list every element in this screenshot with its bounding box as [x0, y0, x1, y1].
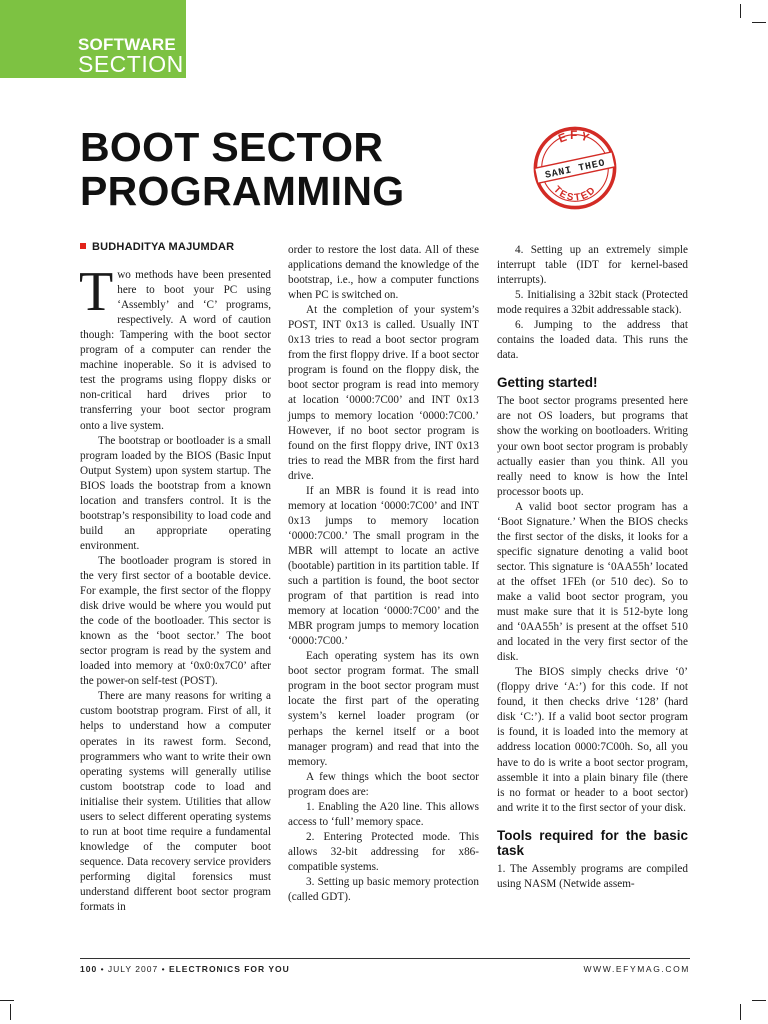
paragraph: If an MBR is found it is read into memory at location ‘0000:7C00’ and INT 0x13 jumps to memory location ‘0000:7C00.’ The small program in the MBR will attempt to locate an active (bootable) partition in its partition table. If such a partition is found, the boot sector program of that partition is read into memory at location ‘0000:7C00’ and the MBR program jumps to memory location ‘0000:7C00.’ — [288, 484, 479, 648]
footer-separator: • — [161, 964, 166, 974]
issue-date: JULY 2007 — [107, 964, 159, 974]
crop-mark — [752, 1000, 766, 1001]
paragraph: The boot sector programs presented here are not OS loaders, but programs that show the working on bootloaders. Writing your own boot sector program is probably actually easier than you think. All you really need to know is how the Intel processor boots up. — [497, 395, 688, 498]
stamp-top-text: EFY — [556, 129, 594, 146]
list-item: 5. Initialising a 32bit stack (Protected mode requires a 32bit addressable stack). — [497, 289, 688, 317]
stamp-middle-text: SANI THEO — [544, 157, 607, 181]
section-tab — [0, 0, 186, 78]
section-label: SOFTWARE — [78, 35, 176, 54]
paragraph: A few things which the boot sector program does are: — [288, 770, 479, 798]
svg-text:EFY — [557, 129, 594, 145]
paragraph: Two methods have been presented here to boot your PC using ‘Assembly’ and ‘C’ programs, respectively. A word of caution though: Tampering with the boot sector program of a computer can render the machine inoperable. So it is advised to test the programs using floppy disks or non-critical hard drives prior to transferring your boot sector program onto a live system. — [79, 261, 271, 432]
paragraph: The bootloader program is stored in the very first sector of a bootable device. For example, the first sector of the floppy disk drive would be where you would put the code of the bootloader. This sector is known as the ‘boot sector.’ The boot sector program is read by the system and loaded into memory at ‘0x0:0x7C0’ after the power-on self-test (POST). — [80, 554, 271, 688]
paragraph: A valid boot sector program has a ‘Boot Signature.’ When the BIOS checks the first sector of the disks, it looks for a specific signature denoting a valid boot sector. This signature is ‘0AA55h’ located at the offset 1FEh (or 510 dec). So to make a valid boot sector program, you must make sure that it is 512-byte long and ‘0AA55h’ is present at the offset 510 and located in the very first sector of the disk. — [497, 500, 688, 664]
paragraph: The bootstrap or bootloader is a small program loaded by the BIOS (Basic Input Output System) upon system startup. The BIOS loads the bootstrap from a known location and transfers control. It is the bootstrap’s responsibility to load code and build an appropriate operating environment. — [80, 434, 271, 552]
title-line-1: BOOT SECTOR — [80, 124, 384, 170]
bullet-square-icon — [80, 243, 86, 249]
list-item: 1. Enabling the A20 line. This allows access to ‘full’ memory space. — [288, 800, 479, 828]
article-title — [80, 125, 404, 213]
paragraph: The BIOS simply checks drive ‘0’ (floppy drive ‘A:’) for this code. If not found, it then checks drive ‘128’ (hard disk ‘C:’). If a valid boot sector program is found, it is loaded into the memory at address location 0000:7C00h. So, all you have to do is write a boot sector program, assemble it into a plain binary file (there is no format or header to a boot sector) and write it to the first sector of your disk. — [497, 666, 688, 814]
paragraph: order to restore the lost data. All of these applications demand the knowledge of the bootstrap, i.e., how a computer functions when PC is switched on. — [288, 244, 479, 302]
svg-text:TESTED — [551, 184, 599, 204]
footer-separator: • — [100, 964, 105, 974]
list-item: 4. Setting up an extremely simple interrupt table (IDT for kernel-based interrupts). — [497, 244, 688, 287]
list-item: 2. Entering Protected mode. This allows 32-bit addressing for x86-compatible systems. — [288, 830, 479, 873]
title-line-2: PROGRAMMING — [80, 168, 405, 214]
byline — [80, 240, 271, 255]
subheading-tools-required: Tools required for the basic task — [497, 827, 688, 858]
drop-cap: T — [79, 261, 114, 324]
crop-mark — [740, 4, 741, 18]
crop-mark — [740, 1004, 741, 1020]
website-url: WWW.EFYMAG.COM — [583, 964, 690, 974]
paragraph: 1. The Assembly programs are compiled using NASM (Netwide assem- — [497, 862, 688, 890]
paragraph: There are many reasons for writing a custom bootstrap program. First of all, it helps to understand how a computer operates in its rawest form. Second, programmers who want to write their own operating systems will generally utilise custom bootstrap code to load and initialise their system. Utilities that allow users to select different operating systems to run at boot time require a fundamental knowledge of the computer boot sequence. Data recovery service providers performing digital forensics must understand different boot sector program formats in — [80, 690, 271, 914]
paragraph: Each operating system has its own boot sector program format. The small program in the boot sector program must locate the first part of the operating system’s kernel loader program (or perhaps the kernel itself or a boot manager program) and read that into the memory. — [288, 650, 479, 768]
magazine-name: ELECTRONICS FOR YOU — [168, 964, 290, 974]
column-3 — [497, 243, 688, 892]
footer-left — [80, 964, 290, 974]
page-number: 100 — [80, 964, 98, 974]
author-name: BUDHADITYA MAJUMDAR — [92, 241, 235, 253]
section-sublabel: SECTION — [78, 51, 184, 77]
column-2 — [288, 243, 479, 905]
footer-rule — [80, 958, 690, 959]
crop-mark — [752, 22, 766, 23]
efy-tested-stamp — [530, 123, 620, 213]
crop-mark — [10, 1004, 11, 1020]
list-item: 6. Jumping to the address that contains the loaded data. This runs the data. — [497, 319, 688, 362]
crop-mark — [0, 1000, 14, 1001]
paragraph: At the completion of your system’s POST, INT 0x13 is called. Usually INT 0x13 tries to read a boot sector program from the first floppy drive. If a boot sector program is found on the floppy disk, the boot sector program is read into memory at location ‘0000:7C00’ and INT 0x13 jumps to memory location ‘0000:7C00.’ However, if no boot sector program is found on the first floppy drive, INT 0x13 tries to read the MBR from the first hard drive. — [288, 304, 479, 482]
subheading-getting-started: Getting started! — [497, 375, 598, 391]
stamp-bottom-text: TESTED — [551, 184, 599, 204]
column-1 — [80, 240, 271, 915]
list-item: 3. Setting up basic memory protection (called GDT). — [288, 875, 479, 904]
